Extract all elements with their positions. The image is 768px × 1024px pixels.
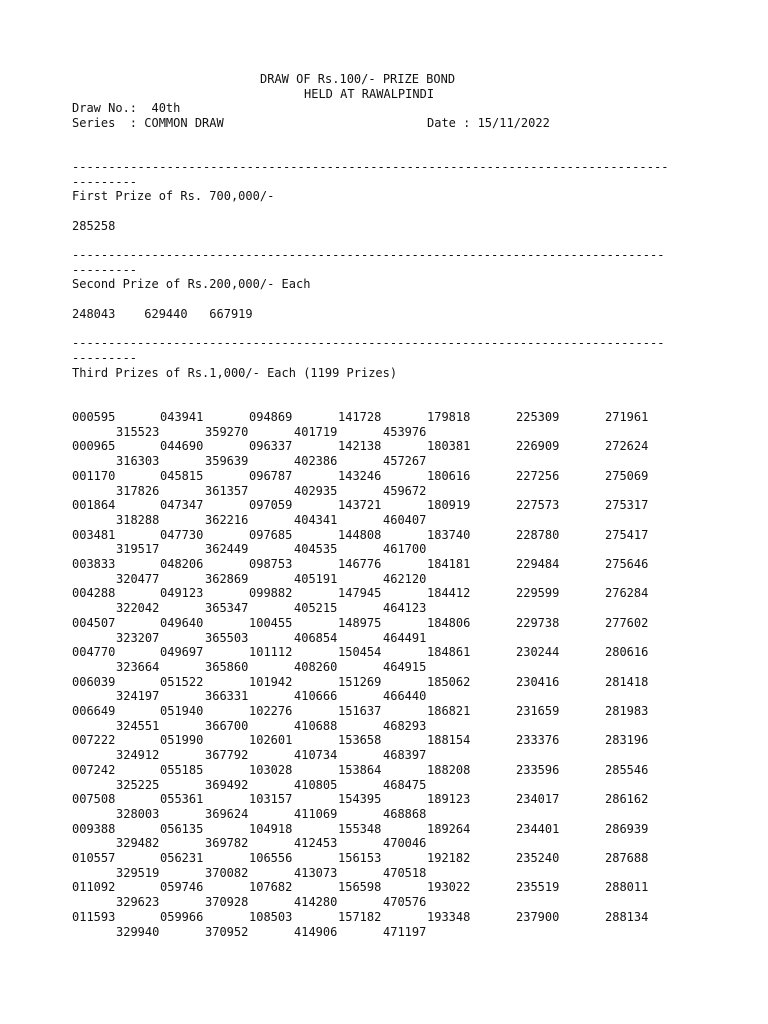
prize-number: 281418	[605, 674, 649, 689]
prize-number: 276284	[605, 586, 649, 601]
prize-number: 462120	[383, 571, 427, 586]
prize-number: 230416	[516, 674, 560, 689]
prize-number: 470046	[383, 836, 427, 851]
prize-number: 365503	[205, 630, 249, 645]
prize-row-primary	[0, 880, 768, 894]
prize-number: 094869	[249, 410, 293, 424]
prize-number: 275417	[605, 527, 649, 542]
draw-date: Date : 15/11/2022	[427, 116, 550, 130]
prize-number: 411069	[294, 806, 338, 821]
prize-number: 055185	[160, 762, 204, 777]
prize-number: 288134	[605, 909, 649, 924]
prize-row-primary	[0, 528, 768, 542]
prize-number: 286939	[605, 821, 649, 836]
prize-number: 096787	[249, 468, 293, 483]
prize-number: 186821	[427, 704, 471, 718]
prize-number: 470576	[383, 895, 427, 910]
prize-number: 184412	[427, 586, 471, 601]
prize-number: 156153	[338, 851, 382, 865]
prize-number: 047347	[160, 498, 204, 513]
prize-row-primary	[0, 822, 768, 836]
prize-number: 410666	[294, 689, 338, 704]
prize-number: 000965	[72, 439, 116, 454]
prize-row-continuation	[0, 660, 768, 674]
prize-number: 367792	[205, 748, 249, 763]
prize-number: 184806	[427, 615, 471, 630]
prize-number: 184861	[427, 645, 471, 660]
prize-number: 107682	[249, 880, 293, 895]
prize-number: 049640	[160, 615, 204, 630]
prize-number: 229738	[516, 615, 560, 630]
prize-number: 101112	[249, 645, 293, 660]
prize-row-continuation	[0, 425, 768, 439]
prize-number: 097685	[249, 527, 293, 542]
prize-number: 179818	[427, 410, 471, 424]
prize-number: 047730	[160, 527, 204, 542]
prize-number: 009388	[72, 821, 116, 836]
prize-number: 275646	[605, 557, 649, 571]
document-title: DRAW OF Rs.100/- PRIZE BOND	[260, 72, 456, 86]
prize-number: 317826	[116, 483, 160, 498]
prize-row-primary	[0, 733, 768, 747]
prize-number: 001170	[72, 468, 116, 483]
prize-number: 153864	[338, 762, 382, 777]
separator: ----------------------------------------------------------------------------------	[72, 336, 665, 350]
prize-number: 287688	[605, 851, 649, 865]
first-prize-number: 285258	[72, 219, 116, 233]
prize-number: 151637	[338, 704, 382, 718]
series-label: Series : COMMON DRAW	[72, 116, 224, 130]
prize-number: 404535	[294, 542, 338, 557]
prize-row-primary	[0, 910, 768, 924]
first-prize-heading: First Prize of Rs. 700,000/-	[72, 189, 275, 203]
prize-number: 229599	[516, 586, 560, 601]
prize-number: 280616	[605, 645, 649, 660]
prize-row-primary	[0, 704, 768, 718]
prize-number: 234017	[516, 792, 560, 807]
prize-row-primary	[0, 675, 768, 689]
prize-number: 468293	[383, 718, 427, 733]
prize-number: 234401	[516, 821, 560, 836]
prize-number: 100455	[249, 615, 293, 630]
prize-number: 001864	[72, 498, 116, 513]
prize-number: 410688	[294, 718, 338, 733]
prize-row-continuation	[0, 807, 768, 821]
prize-number: 470518	[383, 865, 427, 880]
prize-number: 468397	[383, 748, 427, 763]
prize-row-continuation	[0, 542, 768, 556]
prize-number: 464491	[383, 630, 427, 645]
prize-row-continuation	[0, 454, 768, 468]
prize-number: 235519	[516, 880, 560, 895]
prize-number: 319517	[116, 542, 160, 557]
prize-number: 453976	[383, 424, 427, 439]
prize-number: 285546	[605, 762, 649, 777]
prize-number: 408260	[294, 659, 338, 674]
prize-number: 369624	[205, 806, 249, 821]
third-prize-heading: Third Prizes of Rs.1,000/- Each (1199 Prizes)	[72, 366, 398, 380]
prize-number: 231659	[516, 704, 560, 718]
prize-number: 324912	[116, 748, 160, 763]
prize-row-primary	[0, 851, 768, 865]
prize-number: 230244	[516, 645, 560, 660]
prize-row-continuation	[0, 719, 768, 733]
prize-number: 464123	[383, 601, 427, 616]
prize-number: 007508	[72, 792, 116, 807]
prize-number: 003833	[72, 557, 116, 571]
prize-number: 150454	[338, 645, 382, 660]
prize-number: 225309	[516, 410, 560, 424]
prize-number: 153658	[338, 733, 382, 748]
prize-number: 044690	[160, 439, 204, 454]
prize-row-primary	[0, 792, 768, 806]
prize-number: 362869	[205, 571, 249, 586]
prize-number: 045815	[160, 468, 204, 483]
prize-number: 324551	[116, 718, 160, 733]
prize-number: 156598	[338, 880, 382, 895]
second-prize-numbers: 248043 629440 667919	[72, 307, 253, 321]
prize-number: 055361	[160, 792, 204, 807]
prize-number: 102276	[249, 704, 293, 718]
prize-row-continuation	[0, 895, 768, 909]
prize-number: 361357	[205, 483, 249, 498]
prize-number: 144808	[338, 527, 382, 542]
prize-number: 102601	[249, 733, 293, 748]
prize-number: 059966	[160, 909, 204, 924]
prize-row-continuation	[0, 836, 768, 850]
separator: ---------	[72, 351, 138, 365]
prize-number: 365860	[205, 659, 249, 674]
prize-number: 323207	[116, 630, 160, 645]
prize-number: 468868	[383, 806, 427, 821]
prize-number: 189264	[427, 821, 471, 836]
prize-number: 324197	[116, 689, 160, 704]
prize-number: 006039	[72, 674, 116, 689]
prize-number: 402935	[294, 483, 338, 498]
prize-number: 227573	[516, 498, 560, 513]
prize-number: 004288	[72, 586, 116, 601]
prize-number: 180919	[427, 498, 471, 513]
prize-number: 108503	[249, 909, 293, 924]
prize-number: 007222	[72, 733, 116, 748]
prize-row-continuation	[0, 572, 768, 586]
prize-number: 370952	[205, 924, 249, 939]
prize-number: 007242	[72, 762, 116, 777]
separator: ----------------------------------------------------------------------------------	[72, 160, 669, 174]
prize-number: 006649	[72, 704, 116, 718]
separator: ----------------------------------------------------------------------------------	[72, 248, 665, 262]
prize-number: 322042	[116, 601, 160, 616]
prize-row-continuation	[0, 778, 768, 792]
prize-number: 275317	[605, 498, 649, 513]
prize-number: 004770	[72, 645, 116, 660]
prize-number: 412453	[294, 836, 338, 851]
prize-number: 316303	[116, 454, 160, 469]
prize-number: 277602	[605, 615, 649, 630]
prize-number: 146776	[338, 557, 382, 571]
prize-number: 414280	[294, 895, 338, 910]
prize-number: 359639	[205, 454, 249, 469]
prize-number: 404341	[294, 512, 338, 527]
prize-number: 414906	[294, 924, 338, 939]
document-subtitle: HELD AT RAWALPINDI	[304, 87, 435, 101]
prize-number: 003481	[72, 527, 116, 542]
prize-number: 157182	[338, 909, 382, 924]
prize-number: 405215	[294, 601, 338, 616]
prize-number: 405191	[294, 571, 338, 586]
prize-number: 286162	[605, 792, 649, 807]
prize-row-continuation	[0, 631, 768, 645]
prize-number: 049697	[160, 645, 204, 660]
prize-number: 320477	[116, 571, 160, 586]
prize-number: 413073	[294, 865, 338, 880]
prize-number: 147945	[338, 586, 382, 601]
prize-row-continuation	[0, 866, 768, 880]
prize-number: 329482	[116, 836, 160, 851]
prize-number: 043941	[160, 410, 204, 424]
prize-number: 103028	[249, 762, 293, 777]
prize-number: 096337	[249, 439, 293, 454]
prize-number: 155348	[338, 821, 382, 836]
prize-row-continuation	[0, 689, 768, 703]
prize-number: 315523	[116, 424, 160, 439]
prize-number: 362449	[205, 542, 249, 557]
prize-number: 459672	[383, 483, 427, 498]
prize-number: 193348	[427, 909, 471, 924]
prize-number: 323664	[116, 659, 160, 674]
prize-number: 329940	[116, 924, 160, 939]
prize-number: 051990	[160, 733, 204, 748]
prize-number: 235240	[516, 851, 560, 865]
prize-number: 370928	[205, 895, 249, 910]
prize-number: 227256	[516, 468, 560, 483]
prize-row-primary	[0, 439, 768, 453]
prize-number: 281983	[605, 704, 649, 718]
prize-row-primary	[0, 410, 768, 424]
prize-number: 402386	[294, 454, 338, 469]
prize-number: 457267	[383, 454, 427, 469]
prize-number: 142138	[338, 439, 382, 454]
prize-number: 184181	[427, 557, 471, 571]
prize-number: 318288	[116, 512, 160, 527]
prize-row-primary	[0, 586, 768, 600]
prize-number: 406854	[294, 630, 338, 645]
prize-row-continuation	[0, 925, 768, 939]
prize-number: 059746	[160, 880, 204, 895]
prize-number: 471197	[383, 924, 427, 939]
prize-number: 056231	[160, 851, 204, 865]
prize-number: 401719	[294, 424, 338, 439]
prize-row-continuation	[0, 601, 768, 615]
prize-number: 148975	[338, 615, 382, 630]
prize-number: 410734	[294, 748, 338, 763]
prize-number: 188154	[427, 733, 471, 748]
prize-number: 183740	[427, 527, 471, 542]
prize-row-primary	[0, 469, 768, 483]
prize-number: 362216	[205, 512, 249, 527]
prize-number: 271961	[605, 410, 649, 424]
prize-number: 466440	[383, 689, 427, 704]
prize-number: 141728	[338, 410, 382, 424]
prize-number: 461700	[383, 542, 427, 557]
prize-number: 329623	[116, 895, 160, 910]
prize-number: 370082	[205, 865, 249, 880]
prize-row-primary	[0, 498, 768, 512]
draw-number: Draw No.: 40th	[72, 101, 181, 115]
prize-number: 369492	[205, 777, 249, 792]
prize-number: 226909	[516, 439, 560, 454]
prize-number: 011593	[72, 909, 116, 924]
second-prize-heading: Second Prize of Rs.200,000/- Each	[72, 277, 311, 291]
prize-number: 369782	[205, 836, 249, 851]
prize-row-primary	[0, 616, 768, 630]
separator: ---------	[72, 263, 138, 277]
prize-number: 000595	[72, 410, 116, 424]
prize-row-continuation	[0, 513, 768, 527]
prize-number: 051522	[160, 674, 204, 689]
prize-row-primary	[0, 763, 768, 777]
prize-number: 283196	[605, 733, 649, 748]
prize-number: 143721	[338, 498, 382, 513]
prize-row-primary	[0, 557, 768, 571]
prize-number: 325225	[116, 777, 160, 792]
prize-number: 004507	[72, 615, 116, 630]
prize-number: 099882	[249, 586, 293, 601]
prize-number: 180616	[427, 468, 471, 483]
prize-number: 275069	[605, 468, 649, 483]
prize-number: 328003	[116, 806, 160, 821]
prize-number: 228780	[516, 527, 560, 542]
prize-number: 098753	[249, 557, 293, 571]
prize-number: 366331	[205, 689, 249, 704]
prize-number: 233596	[516, 762, 560, 777]
prize-row-primary	[0, 645, 768, 659]
prize-number: 237900	[516, 909, 560, 924]
prize-number: 103157	[249, 792, 293, 807]
prize-number: 365347	[205, 601, 249, 616]
prize-number: 229484	[516, 557, 560, 571]
prize-number: 151269	[338, 674, 382, 689]
prize-number: 188208	[427, 762, 471, 777]
prize-row-continuation	[0, 748, 768, 762]
prize-number: 049123	[160, 586, 204, 601]
prize-row-continuation	[0, 484, 768, 498]
prize-number: 272624	[605, 439, 649, 454]
prize-number: 288011	[605, 880, 649, 895]
prize-number: 104918	[249, 821, 293, 836]
prize-number: 189123	[427, 792, 471, 807]
prize-number: 097059	[249, 498, 293, 513]
prize-number: 010557	[72, 851, 116, 865]
prize-number: 192182	[427, 851, 471, 865]
prize-number: 180381	[427, 439, 471, 454]
prize-number: 193022	[427, 880, 471, 895]
separator: ---------	[72, 175, 138, 189]
prize-number: 185062	[427, 674, 471, 689]
prize-number: 106556	[249, 851, 293, 865]
prize-number: 329519	[116, 865, 160, 880]
prize-number: 154395	[338, 792, 382, 807]
prize-number: 056135	[160, 821, 204, 836]
prize-number: 460407	[383, 512, 427, 527]
prize-number: 143246	[338, 468, 382, 483]
prize-number: 464915	[383, 659, 427, 674]
prize-number: 410805	[294, 777, 338, 792]
prize-number: 366700	[205, 718, 249, 733]
prize-number: 359270	[205, 424, 249, 439]
prize-number: 468475	[383, 777, 427, 792]
prize-number: 048206	[160, 557, 204, 571]
prize-number: 051940	[160, 704, 204, 718]
prize-number: 233376	[516, 733, 560, 748]
prize-number: 011092	[72, 880, 116, 895]
prize-number: 101942	[249, 674, 293, 689]
